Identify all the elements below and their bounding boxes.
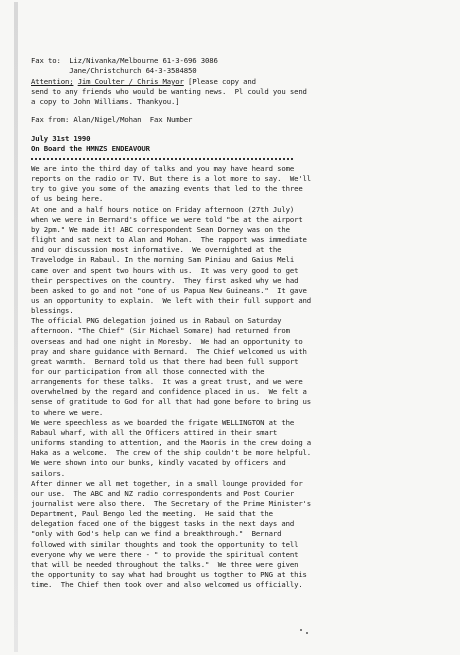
request-line-1: send to any friends who would be wanting news. Pl could you send (31, 87, 307, 96)
body-line: to where we were. (31, 407, 104, 417)
body-line: journalist were also there. The Secretary of the Prime Minister's (31, 498, 312, 508)
body-line: and our discussion most informative. We overnighted at the (31, 245, 282, 255)
body-line: the opportunity to say what had brought us togther to PNG at this (31, 570, 307, 579)
attention-rest: [Please copy and (183, 77, 256, 86)
fax-from-line: Fax from: Alan/Nigel/Mohan Fax Number (31, 115, 193, 124)
body-line: Travelodge in Rabaul. In the morning Sam Piniau and Gaius Meli (31, 255, 295, 265)
body-line: sense of gratitude to God for all that had gone before to bring us (31, 397, 312, 407)
body-line: of us being here. (31, 194, 104, 204)
scan-speck (300, 629, 302, 631)
body-line: followed with similar thoughts and took the opportunity to tell (31, 539, 299, 549)
attention-names: Jim Coulter / Chris Mayor (77, 77, 184, 86)
body-line: We were speechless as we boarded the frigate WELLINGTON at the (31, 417, 295, 427)
body-line: uniforms standing to attention, and the Maoris in the crew doing a (31, 438, 312, 448)
letter-location: On Board the HMNZS ENDEAVOUR (31, 144, 150, 153)
body-line: when we were in Bernard's office we were told "be at the airport (31, 214, 303, 224)
body-line: try to give you some of the amazing events that led to the three (31, 184, 303, 194)
body-line: afternoon. "The Chief" (Sir Michael Somare) had returned from (31, 326, 290, 336)
body-line: Rabaul wharf, with all the Officers attired in their smart (31, 427, 278, 437)
fax-to-line: Fax to: Liz/Nivanka/Melbourne 61-3-696 3086 (31, 56, 218, 65)
separator-rule (31, 158, 293, 160)
body-line: overseas and had one night in Moresby. We had an opportunity to (31, 336, 303, 346)
body-line: our use. The ABC and NZ radio correspondents and Post Courier (31, 488, 295, 498)
body-line: that will be needed throughout the talks." We three were given (31, 559, 299, 569)
body-line: by 2pm." We made it! ABC correspondent Sean Dorney was on the (31, 224, 290, 234)
body-line: everyone why we were there - " to provide the spiritual content (31, 549, 299, 559)
letter-date: July 31st 1990 (31, 134, 91, 143)
body-line: Haka as a welcome. The crew of the ship couldn't be more helpful. (31, 448, 312, 458)
body-line: blessings. (31, 306, 74, 316)
body-line: overwhelmed by the regard and confidence placed in us. We felt a (31, 387, 307, 397)
body-line: We are into the third day of talks and you may have heard some (31, 164, 295, 173)
body-line: been asked to go and not "one of us Papua New Guineans." It gave (31, 285, 307, 295)
body-line: came over and spent two hours with us. It was very good to get (31, 265, 299, 275)
request-line-2: a copy to John Williams. Thankyou.] (31, 97, 180, 106)
body-line: arrangements for these talks. It was a great trust, and we were (31, 377, 303, 387)
body-line: "only with God's help can we find a breakthrough." Bernard (31, 529, 282, 539)
body-line: The official PNG delegation joined us in Rabaul on Saturday (31, 316, 282, 326)
scan-speck (306, 632, 308, 634)
body-line: great warmth. Bernard told us that there had been full support (31, 356, 299, 366)
body-line: flight and sat next to Alan and Mohan. The rapport was immediate (31, 235, 307, 245)
body-line: reports on the radio or TV. But there is a lot more to say. We'll (31, 174, 312, 184)
body-line: sailors. (31, 468, 65, 478)
body-line: After dinner we all met together, in a small lounge provided for (31, 478, 303, 488)
body-line: Department, Paul Bengo led the meeting. He said that the (31, 509, 273, 519)
body-line: delegation faced one of the biggest tasks in the next days and (31, 519, 295, 529)
attention-line (31, 77, 446, 87)
body-line: their perspectives on the country. They first asked why we had (31, 275, 299, 285)
body-line: time. The Chief then took over and also welcomed us officially. (31, 580, 303, 590)
page-edge-shadow (14, 2, 18, 652)
fax-to-line-2: Jane/Christchurch 64-3-3584850 (31, 66, 197, 75)
body-line: pray and share guidance with Bernard. The Chief welcomed us with (31, 346, 307, 356)
body-line: At one and a half hours notice on Friday afternoon (27th July) (31, 204, 295, 214)
body-line: for our participation from all those connected with the (31, 367, 265, 376)
attention-label: Attention; (31, 77, 74, 86)
body-line: We were shown into our bunks, kindly vacated by officers and (31, 458, 286, 468)
body-line: us an opportunity to explain. We left with their full support and (31, 295, 312, 305)
